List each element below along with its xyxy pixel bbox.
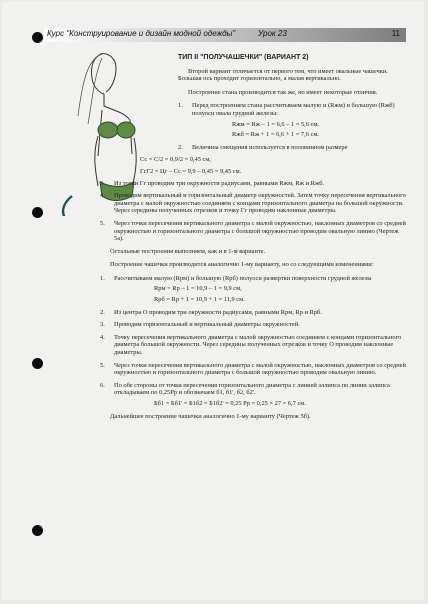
section-title: ТИП II "ПОЛУЧАШЕЧКИ" (ВАРИАНТ 2) xyxy=(178,54,309,61)
formula: Бб1 = Бб1' = Б1б2 = Б1б2' = 0,25 Рр = 0,25 × 27 = 6,7 см. xyxy=(154,400,306,407)
list-item: 4. Точку пересечения вертикального диаметра с малой окружностью соединяем с концами горизонтального диаметра большой окружности. Через середины полученных отрезков и точку О проводим наклонные диаметры. xyxy=(100,333,402,357)
list-item: 5. Через точки пересечения вертикального диаметра с малой окружностью, наклонных диаметров со средней окружностью и горизонтального диаметра с большой окружностью проводим овальную линию. xyxy=(100,361,406,377)
intro-paragraph: Второй вариант отличается от первого тем, что имеет овальные чашечки. Большая ось проходит горизонтально, а малая вертикально. xyxy=(178,67,388,83)
formula: Rpм = Rр – 1 = 10,9 – 1 = 9,9 см, xyxy=(154,285,242,293)
formula: Сс = С/2 = 0,9/2 = 0,45 см, xyxy=(140,156,212,164)
list-item: 3. Проводим горизонтальный и вертикальный диаметры окружностей. xyxy=(100,321,300,329)
document-page xyxy=(2,2,424,600)
list-item: 1. Перед построением стана рассчитываем малую и (Rжм) и большую (Rжб) полуоси овала грудной железы: Rжм = Rж – 1 = 6,6 – 1 = 5,6 см. Rжб = Rж + 1 = 6,6 + 1 = 7,6 см. xyxy=(178,102,406,138)
list-item: 3. Из точки Гг проводим три окружности радиусами, равными Rжм, Rж и Rжб. xyxy=(100,179,325,187)
list-item: 2. Величина смещения используется в половинном размере xyxy=(178,143,348,151)
article-body xyxy=(100,54,406,426)
paragraph: Остальные построения выполняем, как и в 1-м варианте. xyxy=(110,247,266,255)
list-item: 5. Через точки пересечения вертикального диаметра с малой окружностью, наклонных диаметров со средней окружностью и горизонтального диаметра с большой окружностью проводим овальную линию (Чертеж 5а). xyxy=(100,219,406,243)
page-header xyxy=(44,28,406,42)
closing-paragraph: Дальнейшее построение чашечки аналогично 1-му варианту (Чертеж 5б). xyxy=(110,412,311,420)
list-item: 6. По обе стороны от точки пересечения горизонтального диаметра с линией эллипса по линии эллипса откладываем по 0,25Рр и обозначаем б1, б1', б2, б2'. Бб1 = Бб1' = Б1б2 = Б1б2' = 0,25 Рр = 0,25 × 27 = 6,7 см. xyxy=(100,382,406,408)
course-title: Курс "Конструирование и дизайн модной одежды" xyxy=(47,29,236,38)
formula: Rжм = Rж – 1 = 6,6 – 1 = 5,6 см. xyxy=(232,120,320,128)
binder-hole xyxy=(32,525,43,536)
page-number: 11 xyxy=(391,29,400,38)
binder-hole xyxy=(32,32,43,43)
binder-hole xyxy=(32,358,43,369)
list-item: 4. Проводим вертикальный и горизонтальный диаметр окружностей. Затем точку пересечения вертикального диаметра с малой окружностью соединяем с концами горизонтального диаметра на большой окружности. Через середины полученных отрезков и точку Гг проводим наклонные диаметры. xyxy=(100,192,406,215)
list-item: 2. Из центра О проводим три окружности радиусами, равными Rpм, Rр и Rpб. xyxy=(100,308,322,316)
formula: Rpб = Rр + 1 = 10,9 + 1 = 11,9 см. xyxy=(154,296,245,304)
list-item: 1. Рассчитываем малую (Rpм) и большую (Rpб) полуоси развертки поверхности грудной железы Rpм = Rр – 1 = 10,9 – 1 = 9,9 см, Rpб = Rр + 1 = 10,9 + 1 = 11,9 см. xyxy=(100,275,406,304)
intro-paragraph-2: Построение стана производится так же, но имеет некоторые отличия. xyxy=(188,88,378,96)
lesson-label: Урок 23 xyxy=(258,29,287,38)
formula: Rжб = Rж + 1 = 6,6 + 1 = 7,6 см. xyxy=(232,131,319,139)
formula: ГгГ2 = Цг – Сс = 9,9 – 0,45 = 9,45 см. xyxy=(140,167,242,175)
paragraph: Построение чашечки производится аналогично 1-му варианту, но со следующими изменениями: xyxy=(110,261,374,269)
